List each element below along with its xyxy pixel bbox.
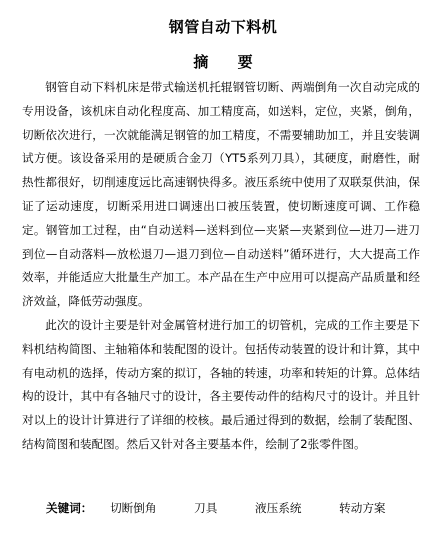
keyword-item: 液压系统 bbox=[255, 501, 302, 515]
keywords-label: 关键词： bbox=[46, 501, 93, 515]
abstract-paragraph-2: 此次的设计主要是针对金属管材进行加工的切管机，完成的工作主要是下料机结构简图、主轴箱体和装配图的设计。包括传动装置的设计和计算，其中有电动机的选择，传动方案的拟订，各轴的转速，功率和转矩的计算。总体结构的设计，其中有各轴尺寸的设计，各主要传动件的结构尺寸的设计。并且针对以上的设计计算进行了详细的校核。最后通过得到的数据，绘制了装配图、结构简图和装配图。然后又针对各主要基本件，绘制了2张零件图。 bbox=[22, 317, 420, 451]
keyword-item: 切断倒角 bbox=[110, 501, 157, 515]
abstract-body bbox=[22, 76, 420, 457]
keywords-line bbox=[46, 500, 386, 516]
abstract-paragraph-1: 钢管自动下料机床是带式输送机托辊钢管切断、两端倒角一次自动完成的专用设备，该机床自动化程度高、加工精度高，如送料，定位，夹紧，倒角，切断依次进行，一次就能满足钢管的加工精度，不需要辅助加工，并且安装调试方便。该设备采用的是硬质合金刀（YT5系列刀具），其硬度，耐磨性，耐热性都很好，切削速度远比高速钢快得多。液压系统中使用了双联泵供油，保证了运动速度，切断采用进口调速出口被压装置，使切断速度可调、工作稳定。钢管加工过程，由“自动送料—送料到位—夹紧—夹紧到位—进刀—进刀到位—自动落料—放松退刀—退刀到位—自动送料”循环进行，大大提高工作效率，并能适应大批量生产加工。本产品在生产中应用可以提高产品质量和经济效益，降低劳动强度。 bbox=[22, 80, 420, 309]
document-title: 钢管自动下料机 bbox=[168, 18, 278, 36]
keyword-item: 转动方案 bbox=[339, 501, 386, 515]
keyword-item: 刀具 bbox=[194, 501, 218, 515]
abstract-heading: 摘 要 bbox=[193, 53, 265, 71]
